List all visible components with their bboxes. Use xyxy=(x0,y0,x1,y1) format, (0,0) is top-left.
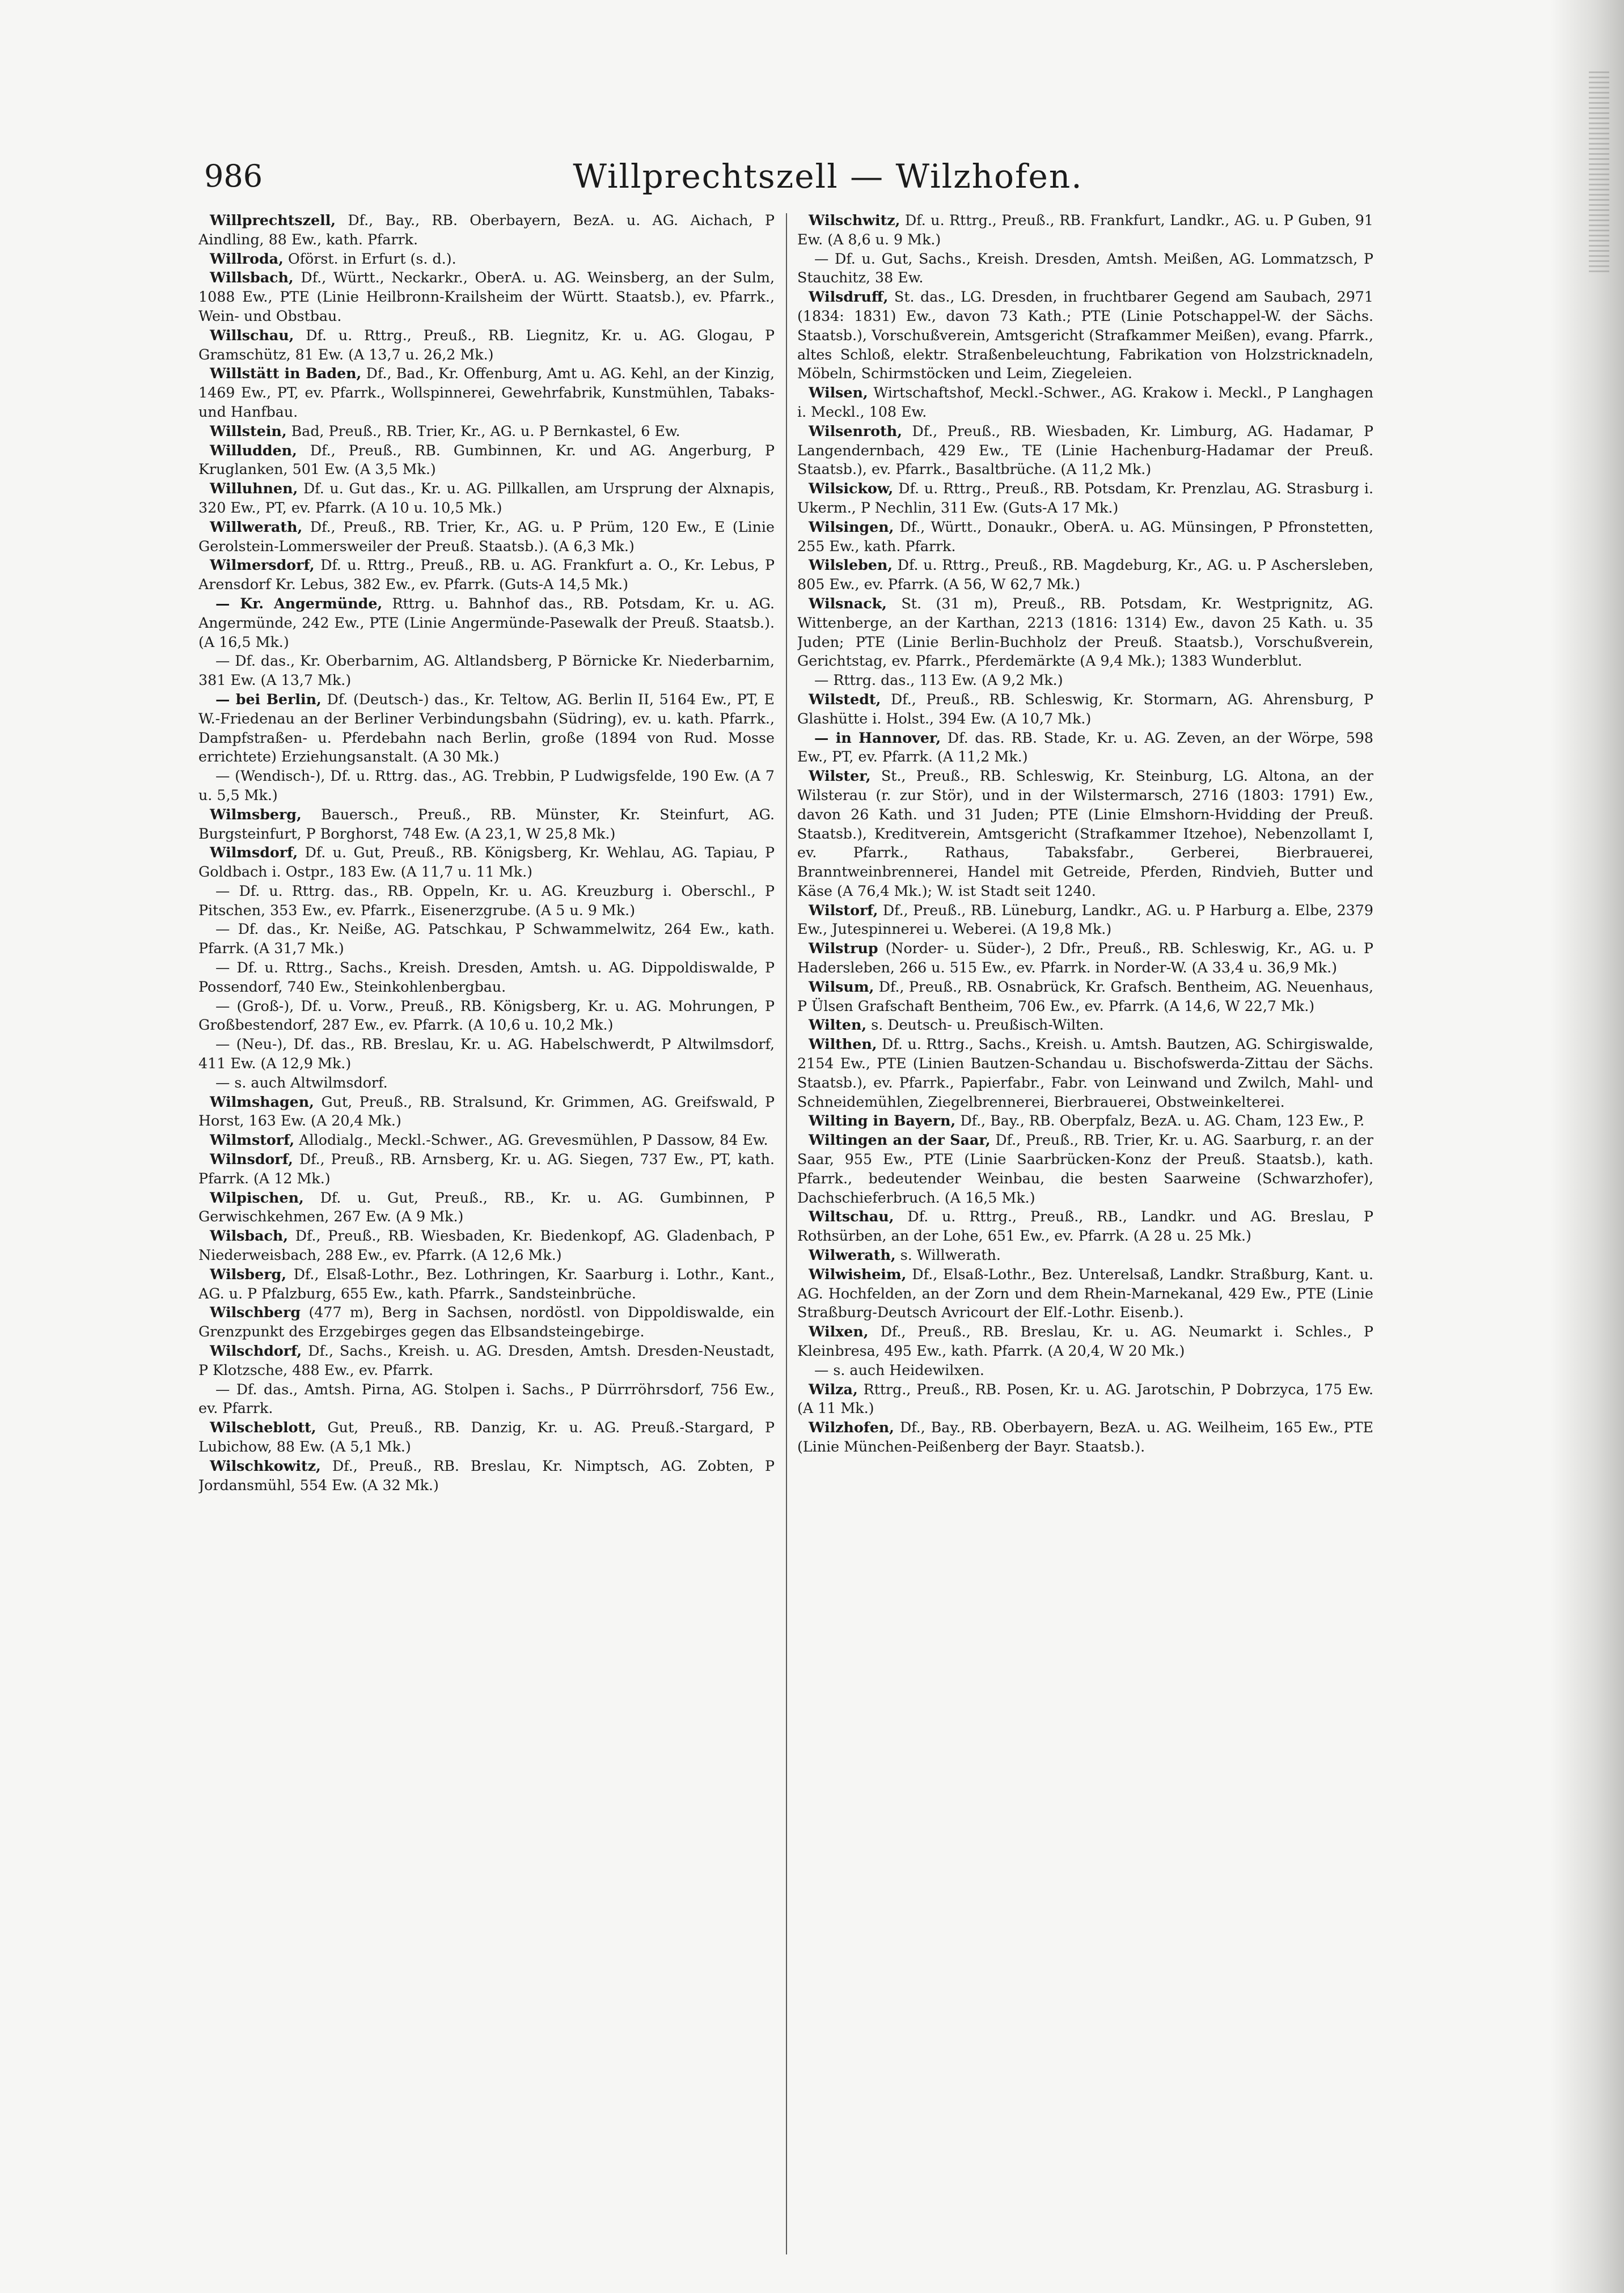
gazetteer-entry xyxy=(797,1361,1373,1380)
gazetteer-entry xyxy=(198,1150,775,1188)
entry-text: Df. u. Rttrg., Preuß., RB. Liegnitz, Kr. u. AG. Glogau, P Gramschütz, 81 Ew. (A 13,7 u. 26,2 Mk.) xyxy=(198,327,775,363)
entry-text: Df., Preuß., RB. Wiesbaden, Kr. Biedenkopf, AG. Gladenbach, P Niederweisbach, 288 Ew., ev. Pfarrk. (A 12,6 Mk.) xyxy=(198,1228,775,1264)
entry-text: Df. u. Rttrg., Preuß., RB. u. AG. Frankfurt a. O., Kr. Lebus, P Arensdorf Kr. Lebus, 382 Ew., ev. Pfarrk. (Guts-A 14,5 Mk.) xyxy=(198,557,775,593)
page-header xyxy=(204,152,1452,201)
entry-text: Df., Preuß., RB. Arnsberg, Kr. u. AG. Siegen, 737 Ew., PT, kath. Pfarrk. (A 12 Mk.) xyxy=(198,1151,775,1187)
scan-edge-artifact xyxy=(1550,0,1624,2293)
entry-headword: Wilsdruff, xyxy=(809,288,889,306)
gazetteer-entry xyxy=(198,1457,775,1495)
entry-text: Df. das. RB. Stade, Kr. u. AG. Zeven, an der Wörpe, 598 Ew., PT, ev. Pfarrk. (A 11,2 Mk.) xyxy=(797,729,1373,765)
entry-headword: Wilwisheim, xyxy=(809,1265,907,1283)
entry-headword: Willprechtszell, xyxy=(210,211,336,229)
entry-text: Df., Bay., RB. Oberbayern, BezA. u. AG. Aichach, P Aindling, 88 Ew., kath. Pfarrk. xyxy=(198,212,775,248)
gazetteer-entry xyxy=(198,1380,775,1419)
entry-headword: Wilstrup xyxy=(809,940,878,957)
entry-headword: Wilwerath, xyxy=(809,1246,896,1264)
entry-headword: Wilthen, xyxy=(809,1035,877,1053)
entry-text: — (Groß-), Df. u. Vorw., Preuß., RB. Königsberg, Kr. u. AG. Mohrungen, P Großbestendorf, 287 Ew., ev. Pfarrk. (A 10,6 u. 10,2 Mk.) xyxy=(198,997,775,1034)
entry-headword: Willstein, xyxy=(210,422,287,439)
gazetteer-entry xyxy=(198,594,775,651)
gazetteer-entry xyxy=(797,1207,1373,1246)
entry-text: s. Willwerath. xyxy=(900,1247,1001,1264)
entry-headword: Willsbach, xyxy=(210,269,294,286)
column-divider xyxy=(786,213,787,2254)
entry-headword: Wilstedt, xyxy=(809,690,881,708)
entry-text: Gut, Preuß., RB. Stralsund, Kr. Grimmen, AG. Greifswald, P Horst, 163 Ew. (A 20,4 Mk.) xyxy=(198,1093,775,1129)
entry-text: Df. u. Rttrg., Sachs., Kreish. u. Amtsh. Bautzen, AG. Schirgiswalde, 2154 Ew., PTE (Linien Bautzen-Schandau u. Bischofswerda-Zittau der Sächs. Staatsb.), ev. Pfarrk., Papierfabr., Fabr. von Leinwand und Zwilch, Mahl- und Schneidemühlen, Ziegelbrennerei, Bierbrauerei, Obstweinkelterei. xyxy=(797,1036,1373,1110)
entry-text: Wirtschaftshof, Meckl.-Schwer., AG. Krakow i. Meckl., P Langhagen i. Meckl., 108 Ew. xyxy=(797,384,1373,420)
gazetteer-entry xyxy=(198,843,775,882)
entry-headword: Wilten, xyxy=(809,1016,867,1034)
gazetteer-entry xyxy=(198,1303,775,1342)
gazetteer-entry xyxy=(797,1111,1373,1131)
gazetteer-entry xyxy=(198,997,775,1035)
gazetteer-entry xyxy=(797,383,1373,422)
entry-headword: Wilsickow, xyxy=(809,480,894,497)
gazetteer-entry xyxy=(198,690,775,767)
entry-text: St. (31 m), Preuß., RB. Potsdam, Kr. Westprignitz, AG. Wittenberge, an der Karthan, 2213 (1816: 1314) Ew., davon 25 Kath. u. 35 Juden; PTE (Linie Berlin-Buchholz der Preuß. Staatsb.), Vorschußverein, Gerichtstag, ev. Pfarrk., Pferdemärkte (A 9,4 Mk.); 1383 Wunderblut. xyxy=(797,595,1373,670)
gazetteer-entry xyxy=(198,805,775,844)
gazetteer-entry xyxy=(797,1131,1373,1207)
gazetteer-entry xyxy=(198,326,775,365)
running-title: Willprechtszell — Wilzhofen. xyxy=(573,157,1083,196)
entry-text: Df. u. Rttrg., Preuß., RB. Frankfurt, Landkr., AG. u. P Guben, 91 Ew. (A 8,6 u. 9 Mk.) xyxy=(797,212,1373,248)
gazetteer-entry xyxy=(198,556,775,594)
entry-headword: Willschau, xyxy=(210,326,294,344)
entry-text: (Norder- u. Süder-), 2 Dfr., Preuß., RB. Schleswig, Kr., AG. u. P Hadersleben, 266 u. 515 Ew., ev. Pfarrk. in Norder-W. (A 33,4 u. 36,9 Mk.) xyxy=(797,940,1373,976)
entry-text: — Df. u. Gut, Sachs., Kreish. Dresden, Amtsh. Meißen, AG. Lommatzsch, P Stauchitz, 38 Ew. xyxy=(797,250,1373,286)
entry-text: — Rttrg. das., 113 Ew. (A 9,2 Mk.) xyxy=(814,672,1063,689)
entry-headword: Wilsingen, xyxy=(809,518,894,535)
entry-headword: Wilschberg xyxy=(210,1304,301,1321)
gazetteer-entry xyxy=(797,594,1373,671)
entry-text: Bad, Preuß., RB. Trier, Kr., AG. u. P Bernkastel, 6 Ew. xyxy=(291,422,680,439)
gazetteer-entry xyxy=(797,249,1373,288)
entry-text: St. das., LG. Dresden, in fruchtbarer Gegend am Saubach, 2971 (1834: 1831) Ew., davon 73 Kath.; PTE (Linie Potschappel-W. der Sächs. Staatsb.), Vorschußverein, Amtsgericht (Strafkammer Meißen), evang. Pfarrk., altes Schloß, elektr. Straßenbeleuchtung, Fabrikation von Holzstricknadeln, Möbeln, Schirmstöcken und Leim, Ziegeleien. xyxy=(797,289,1373,382)
entry-headword: Wilzhofen, xyxy=(809,1419,894,1436)
entry-headword: Willroda, xyxy=(210,249,284,267)
entry-text: Allodialg., Meckl.-Schwer., AG. Grevesmühlen, P Dassow, 84 Ew. xyxy=(299,1132,768,1149)
gazetteer-entry xyxy=(198,1265,775,1304)
gazetteer-entry xyxy=(198,1093,775,1131)
entry-headword: Wiltingen an der Saar, xyxy=(809,1131,991,1149)
gazetteer-entry xyxy=(198,364,775,421)
entry-text: Df. u. Gut, Preuß., RB., Kr. u. AG. Gumbinnen, P Gerwischkehmen, 267 Ew. (A 9 Mk.) xyxy=(198,1189,775,1225)
entry-text: Df., Preuß., RB. Schleswig, Kr. Stormarn, AG. Ahrensburg, P Glashütte i. Holst., 394 Ew. (A 10,7 Mk.) xyxy=(797,691,1373,727)
gazetteer-entry xyxy=(797,978,1373,1016)
gazetteer-entry xyxy=(198,479,775,518)
entry-text: Gut, Preuß., RB. Danzig, Kr. u. AG. Preuß.-Stargard, P Lubichow, 88 Ew. (A 5,1 Mk.) xyxy=(198,1419,775,1455)
gazetteer-entry xyxy=(198,1131,775,1150)
entry-headword: Wilster, xyxy=(809,767,871,785)
entry-text: Bauersch., Preuß., RB. Münster, Kr. Steinfurt, AG. Burgsteinfurt, P Borghorst, 748 Ew. (A 23,1, W 25,8 Mk.) xyxy=(198,806,775,842)
entry-headword: Wilpischen, xyxy=(210,1188,304,1206)
entry-text: Rttrg. u. Bahnhof das., RB. Potsdam, Kr. u. AG. Angermünde, 242 Ew., PTE (Linie Angermünde-Pasewalk der Preuß. Staatsb.). (A 16,5 Mk.) xyxy=(198,595,775,650)
entry-text: Df., Preuß., RB. Trier, Kr. u. AG. Saarburg, r. an der Saar, 955 Ew., PTE (Linie Saarbrücken-Konz der Preuß. Staatsb.), kath. Pfarrk., bedeutender Weinbau, die besten Saarweine (Schwarzhofer), Dachschieferbruch. (A 16,5 Mk.) xyxy=(797,1132,1373,1206)
entry-text: Df., Württ., Donaukr., OberA. u. AG. Münsingen, P Pfronstetten, 255 Ew., kath. Pfarrk. xyxy=(797,518,1373,555)
gazetteer-entry xyxy=(198,651,775,690)
gazetteer-entry xyxy=(797,1418,1373,1457)
entry-headword: Wilschdorf, xyxy=(210,1342,302,1360)
entry-text: Df., Sachs., Kreish. u. AG. Dresden, Amtsh. Dresden-Neustadt, P Klotzsche, 488 Ew., ev. Pfarrk. xyxy=(198,1343,775,1378)
entry-headword: Wilza, xyxy=(809,1380,858,1398)
gazetteer-entry xyxy=(198,422,775,441)
entry-text: — Df. u. Rttrg., Sachs., Kreish. Dresden, Amtsh. u. AG. Dippoldiswalde, P Possendorf, 740 Ew., Steinkohlenbergbau. xyxy=(198,959,775,995)
entry-headword: Wilsleben, xyxy=(809,556,893,574)
entry-headword: Wilmsdorf, xyxy=(210,844,298,861)
entry-headword: — in Hannover, xyxy=(814,729,941,746)
gazetteer-entry xyxy=(198,441,775,480)
gazetteer-entry xyxy=(198,1188,775,1227)
gazetteer-entry xyxy=(797,422,1373,479)
gazetteer-entry xyxy=(797,556,1373,594)
entry-headword: Wilsberg, xyxy=(210,1265,287,1283)
gazetteer-entry xyxy=(797,1380,1373,1419)
entry-headword: Wilting in Bayern, xyxy=(809,1112,956,1129)
entry-text: Df., Preuß., RB. Gumbinnen, Kr. und AG. Angerburg, P Kruglanken, 501 Ew. (A 3,5 Mk.) xyxy=(198,442,775,478)
entry-text: — Df. das., Amtsh. Pirna, AG. Stolpen i. Sachs., P Dürrröhrsdorf, 756 Ew., ev. Pfarrk. xyxy=(198,1381,775,1417)
entry-headword: Wilsen, xyxy=(809,384,868,401)
entry-text: Df., Preuß., RB. Trier, Kr., AG. u. P Prüm, 120 Ew., E (Linie Gerolstein-Lommersweiler der Preuß. Staatsb.). (A 6,3 Mk.) xyxy=(198,518,775,555)
gazetteer-entry xyxy=(797,939,1373,978)
left-column xyxy=(198,211,775,2241)
entry-headword: Wilsnack, xyxy=(809,594,887,612)
entry-text: (477 m), Berg in Sachsen, nordöstl. von Dippoldiswalde, ein Grenzpunkt des Erzgebirges gegen das Elbsandsteingebirge. xyxy=(198,1304,775,1340)
entry-text: Df., Preuß., RB. Osnabrück, Kr. Grafsch. Bentheim, AG. Neuenhaus, P Ülsen Grafschaft Bentheim, 706 Ew., ev. Pfarrk. (A 14,6, W 22,7 Mk.) xyxy=(797,978,1373,1014)
entry-headword: Wilsbach, xyxy=(210,1227,289,1245)
gazetteer-entry xyxy=(198,1418,775,1457)
entry-text: Df., Bay., RB. Oberbayern, BezA. u. AG. Weilheim, 165 Ew., PTE (Linie München-Peißenberg der Bayr. Staatsb.). xyxy=(797,1419,1373,1455)
entry-headword: Wilsum, xyxy=(809,978,874,995)
gazetteer-entry xyxy=(198,920,775,958)
right-column xyxy=(797,211,1373,2241)
entry-text: s. Deutsch- u. Preußisch-Wilten. xyxy=(871,1017,1104,1034)
entry-text: — s. auch Altwilmsdorf. xyxy=(215,1074,388,1091)
entry-headword: Wilmersdorf, xyxy=(210,556,315,574)
entry-text: Df. u. Gut, Preuß., RB. Königsberg, Kr. Wehlau, AG. Tapiau, P Goldbach i. Ostpr., 183 Ew. (A 11,7 u. 11 Mk.) xyxy=(198,844,775,881)
gazetteer-entry xyxy=(198,518,775,556)
gazetteer-entry xyxy=(797,671,1373,690)
entry-headword: Wilxen, xyxy=(809,1323,869,1340)
entry-text: Df., Bay., RB. Oberpfalz, BezA. u. AG. Cham, 123 Ew., P. xyxy=(960,1112,1365,1129)
gazetteer-entry xyxy=(797,1016,1373,1035)
gazetteer-entry xyxy=(797,518,1373,556)
entry-headword: Wilsenroth, xyxy=(809,422,902,439)
page-number: 986 xyxy=(204,158,263,194)
gazetteer-entry xyxy=(198,1035,775,1073)
entry-text: Df., Bad., Kr. Offenburg, Amt u. AG. Kehl, an der Kinzig, 1469 Ew., PT, ev. Pfarrk., Wollspinnerei, Gewehrfabrik, Kunstmühlen, Tabaks- und Hanfbau. xyxy=(198,365,775,420)
gazetteer-entry xyxy=(198,1342,775,1380)
entry-text: — Df. das., Kr. Oberbarnim, AG. Altlandsberg, P Börnicke Kr. Niederbarnim, 381 Ew. (A 13,7 Mk.) xyxy=(198,653,775,689)
gazetteer-entry xyxy=(198,268,775,325)
gazetteer-entry xyxy=(797,729,1373,767)
gazetteer-entry xyxy=(797,287,1373,383)
entry-headword: Willstätt in Baden, xyxy=(210,365,362,382)
entry-headword: — bei Berlin, xyxy=(215,690,322,708)
gazetteer-entry xyxy=(797,1322,1373,1361)
entry-text: Df., Preuß., RB. Breslau, Kr. Nimptsch, AG. Zobten, P Jordansmühl, 554 Ew. (A 32 Mk.) xyxy=(198,1457,775,1494)
entry-text: Df., Preuß., RB. Lüneburg, Landkr., AG. u. P Harburg a. Elbe, 2379 Ew., Jutespinnerei u. Weberei. (A 19,8 Mk.) xyxy=(797,902,1373,938)
gazetteer-entry xyxy=(797,901,1373,940)
gazetteer-entry xyxy=(797,1035,1373,1111)
entry-text: Df., Elsaß-Lothr., Bez. Unterelsaß, Landkr. Straßburg, Kant. u. AG. Hochfelden, an der Zorn und dem Rhein-Marnekanal, 429 Ew., PTE (Linie Straßburg-Deutsch Avricourt der Elf.-Lothr. Eisenb.). xyxy=(797,1266,1373,1321)
gazetteer-entry xyxy=(198,767,775,805)
entry-headword: Willudden, xyxy=(210,441,297,459)
entry-text: Rttrg., Preuß., RB. Posen, Kr. u. AG. Jarotschin, P Dobrzyca, 175 Ew. (A 11 Mk.) xyxy=(797,1381,1373,1417)
entry-headword: — Kr. Angermünde, xyxy=(215,594,383,612)
entry-text: Df. u. Rttrg., Preuß., RB. Magdeburg, Kr., AG. u. P Aschersleben, 805 Ew., ev. Pfarrk. (A 56, W 62,7 Mk.) xyxy=(797,557,1373,593)
gazetteer-entry xyxy=(198,1073,775,1093)
entry-headword: Wilscheblott, xyxy=(210,1419,316,1436)
entry-text: Oförst. in Erfurt (s. d.). xyxy=(287,250,456,267)
entry-headword: Wilschwitz, xyxy=(809,211,900,229)
gazetteer-entry xyxy=(797,690,1373,729)
entry-text: Df. u. Rttrg., Preuß., RB., Landkr. und AG. Breslau, P Rothsürben, an der Lohe, 651 Ew., ev. Pfarrk. (A 28 u. 25 Mk.) xyxy=(797,1208,1373,1245)
gazetteer-entry xyxy=(797,767,1373,901)
gazetteer-entry xyxy=(198,882,775,920)
entry-text: Df., Württ., Neckarkr., OberA. u. AG. Weinsberg, an der Sulm, 1088 Ew., PTE (Linie Heilbronn-Krailsheim der Württ. Staatsb.), ev. Pfarrk., Wein- und Obstbau. xyxy=(198,269,775,324)
entry-headword: Wilstorf, xyxy=(809,901,878,919)
entry-headword: Wilmstorf, xyxy=(210,1131,295,1149)
entry-text: Df., Preuß., RB. Breslau, Kr. u. AG. Neumarkt i. Schles., P Kleinbresa, 495 Ew., kath. Pfarrk. (A 20,4, W 20 Mk.) xyxy=(797,1323,1373,1360)
entry-headword: Willuhnen, xyxy=(210,480,298,497)
entry-headword: Willwerath, xyxy=(210,518,303,535)
entry-text: Df., Elsaß-Lothr., Bez. Lothringen, Kr. Saarburg i. Lothr., Kant., AG. u. P Pfalzburg, 655 Ew., kath. Pfarrk., Sandsteinbrüche. xyxy=(198,1266,775,1302)
entry-text: — (Wendisch-), Df. u. Rttrg. das., AG. Trebbin, P Ludwigsfelde, 190 Ew. (A 7 u. 5,5 Mk.) xyxy=(198,768,775,803)
gazetteer-entry xyxy=(198,958,775,997)
gazetteer-entry xyxy=(797,1246,1373,1265)
gazetteer-entry xyxy=(797,211,1373,249)
entry-text: Df., Preuß., RB. Wiesbaden, Kr. Limburg, AG. Hadamar, P Langendernbach, 429 Ew., TE (Linie Hachenburg-Hadamar der Preuß. Staatsb.), ev. Pfarrk., Basaltbrüche. (A 11,2 Mk.) xyxy=(797,422,1373,478)
entry-headword: Wilmsberg, xyxy=(210,805,302,823)
entry-text: — Df. das., Kr. Neiße, AG. Patschkau, P Schwammelwitz, 264 Ew., kath. Pfarrk. (A 31,7 Mk.) xyxy=(198,921,775,957)
entry-text: Df. (Deutsch-) das., Kr. Teltow, AG. Berlin II, 5164 Ew., PT, E W.-Friedenau an der Berliner Verbindungsbahn (Südring), ev. u. kath. Pfarrk., Dampfstraßen- u. Pferdebahn nach Berlin, große (1894 von Rud. Mosse errichtete) Erziehungsanstalt. (A 30 Mk.) xyxy=(198,691,775,765)
entry-text: — (Neu-), Df. das., RB. Breslau, Kr. u. AG. Habelschwerdt, P Altwilmsdorf, 411 Ew. (A 12,9 Mk.) xyxy=(198,1036,775,1072)
entry-text: Df. u. Rttrg., Preuß., RB. Potsdam, Kr. Prenzlau, AG. Strasburg i. Ukerm., P Nechlin, 311 Ew. (Guts-A 17 Mk.) xyxy=(797,480,1373,516)
gazetteer-entry xyxy=(198,211,775,249)
entry-text: Df. u. Gut das., Kr. u. AG. Pillkallen, am Ursprung der Alxnapis, 320 Ew., PT, ev. Pfarrk. (A 10 u. 10,5 Mk.) xyxy=(198,480,775,516)
gazetteer-entry xyxy=(797,479,1373,518)
entry-headword: Wilschkowitz, xyxy=(210,1457,321,1474)
entry-text: St., Preuß., RB. Schleswig, Kr. Steinburg, LG. Altona, an der Wilsterau (r. zur Stör), und in der Wilstermarsch, 2716 (1803: 1791) Ew., davon 26 Kath. und 31 Juden; PTE (Linie Elmshorn-Hvidding der Preuß. Staatsb.), Kreditverein, Amtsgericht (Strafkammer Itzehoe), Nebenzollamt I, ev. Pfarrk., Rathaus, Tabaksfabr., Gerberei, Bierbrauerei, Branntweinbrennerei, Handel mit Getreide, Pferden, Rindvieh, Butter und Käse (A 76,4 Mk.); W. ist Stadt seit 1240. xyxy=(797,768,1373,899)
entry-headword: Wilnsdorf, xyxy=(210,1150,293,1168)
entry-headword: Wilmshagen, xyxy=(210,1093,314,1110)
gazetteer-entry xyxy=(198,249,775,269)
entry-text: — Df. u. Rttrg. das., RB. Oppeln, Kr. u. AG. Kreuzburg i. Oberschl., P Pitschen, 353 Ew., ev. Pfarrk., Eisenerzgrube. (A 5 u. 9 Mk.) xyxy=(198,882,775,919)
gazetteer-entry xyxy=(198,1226,775,1265)
entry-text: — s. auch Heidewilxen. xyxy=(814,1361,984,1378)
entry-headword: Wiltschau, xyxy=(809,1208,894,1225)
gazetteer-entry xyxy=(797,1265,1373,1322)
